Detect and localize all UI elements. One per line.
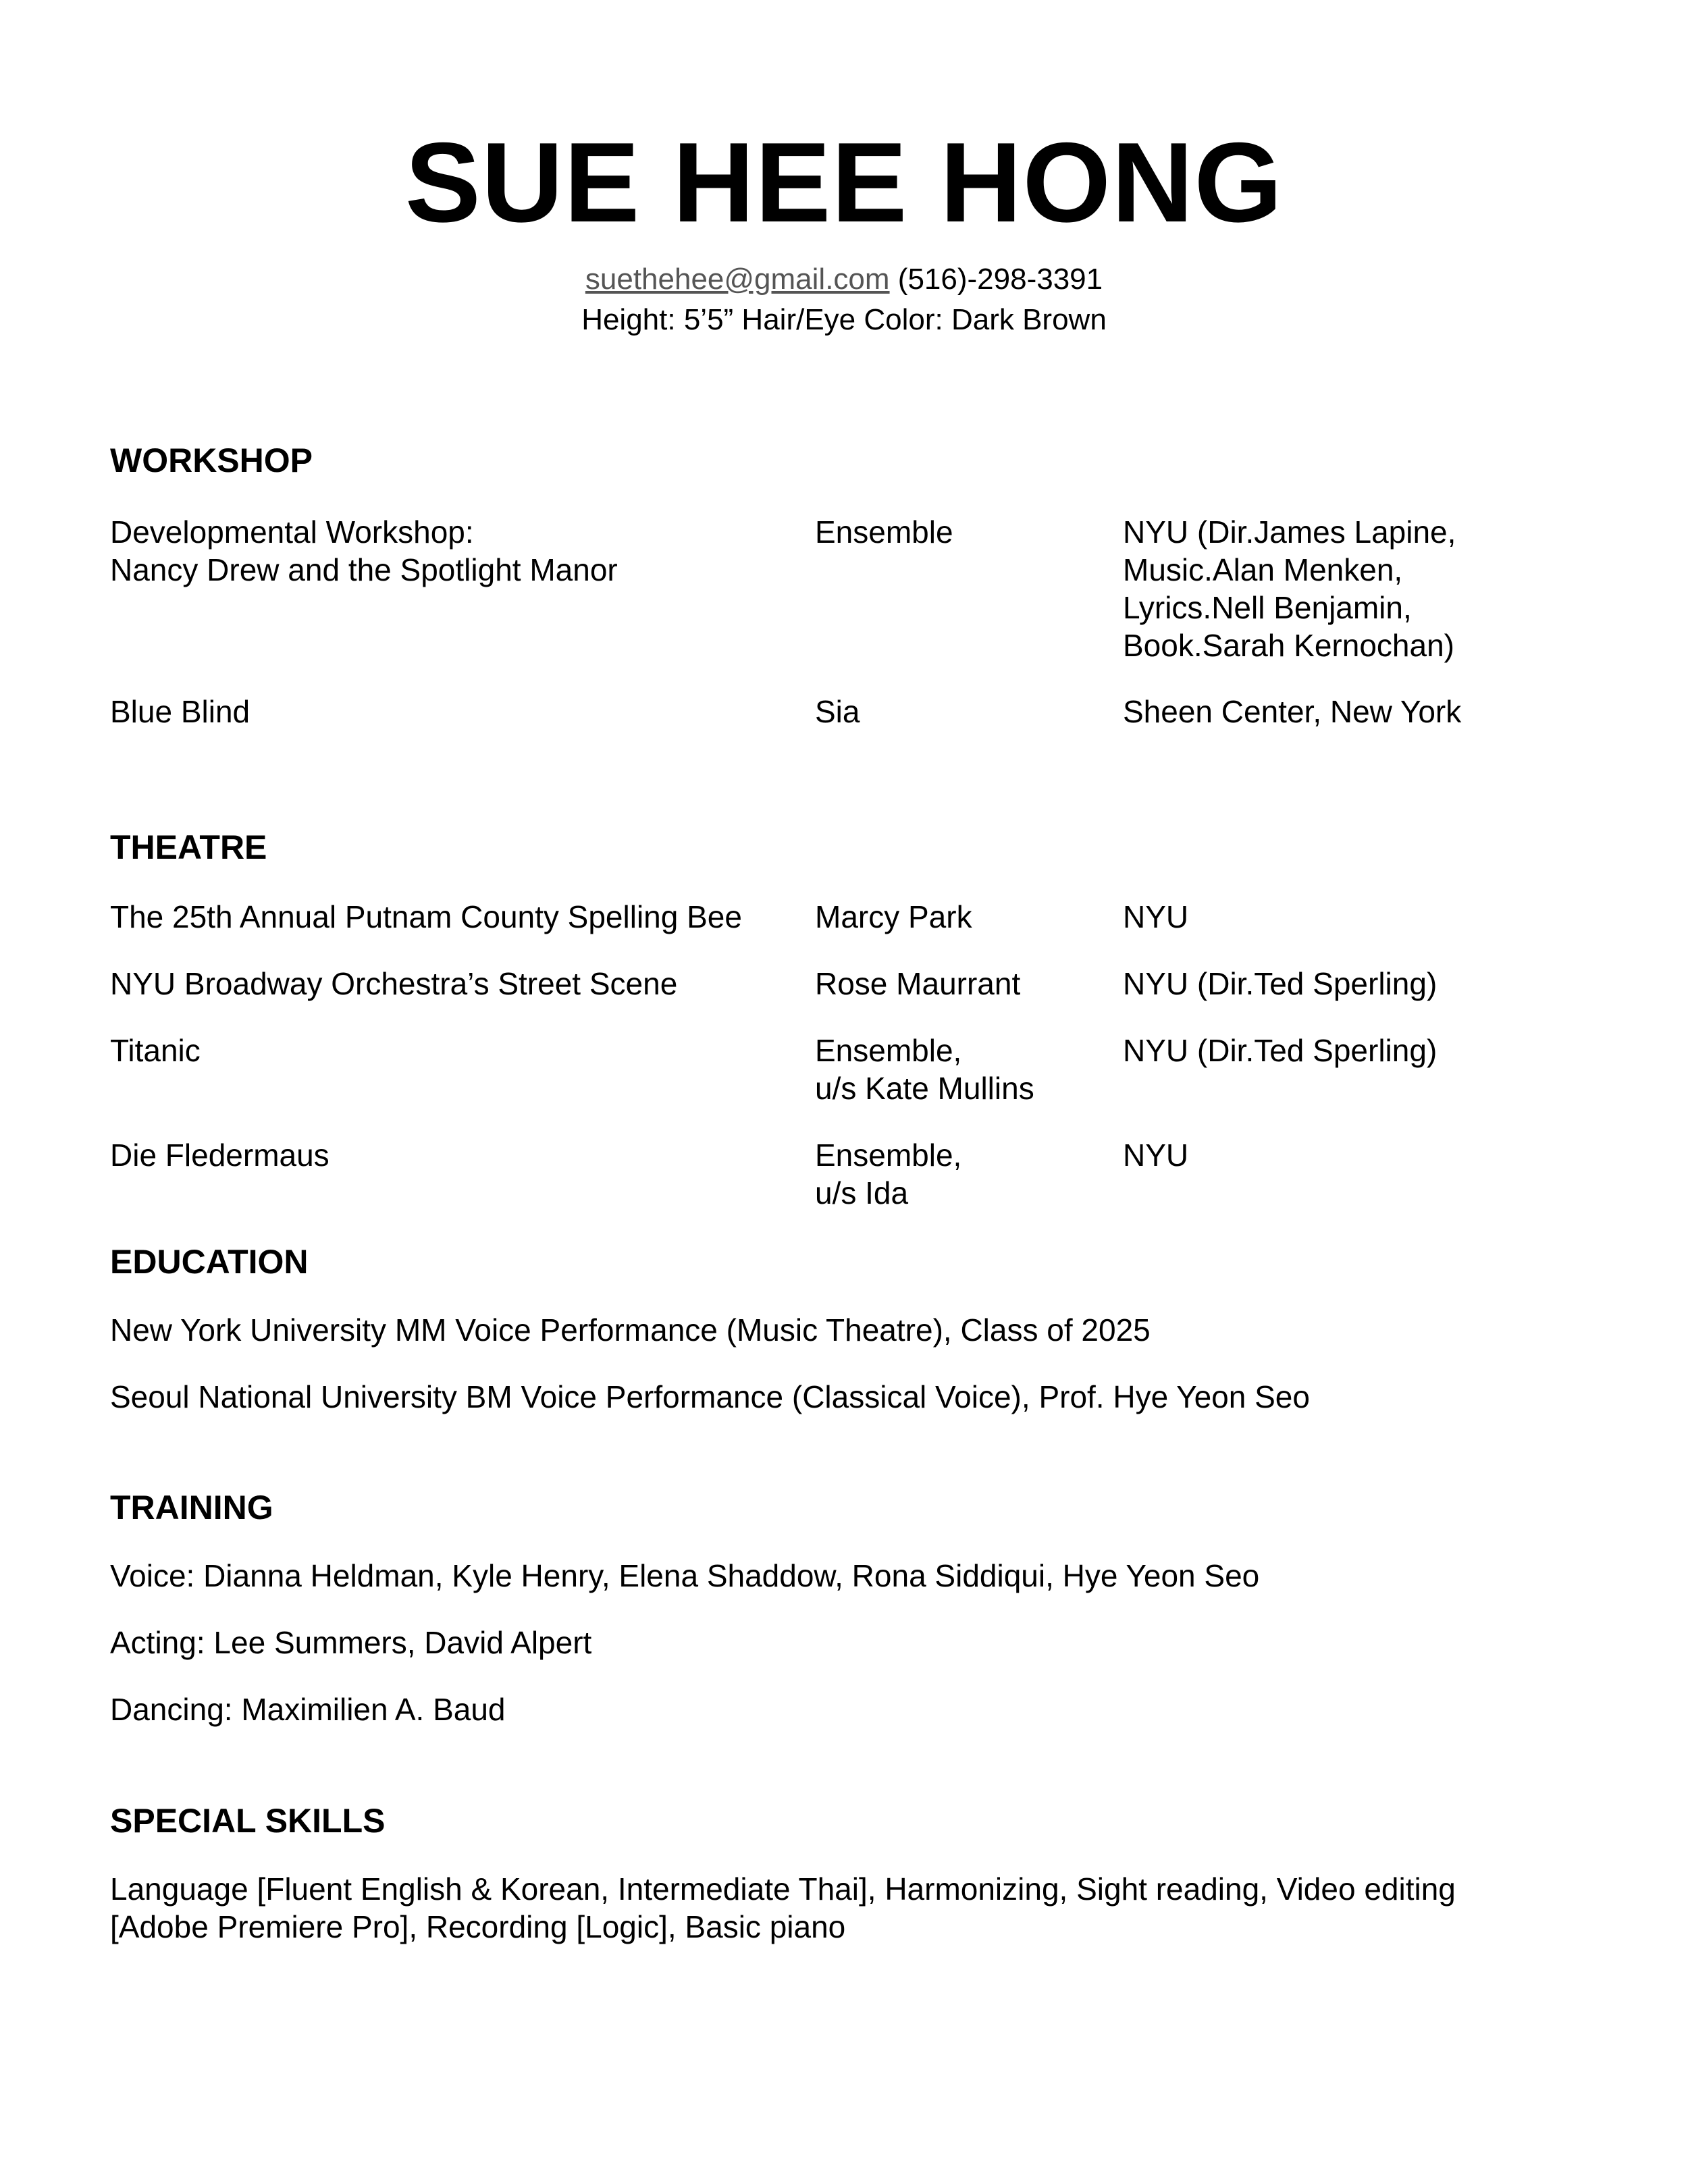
credit-title: NYU Broadway Orchestra’s Street Scene bbox=[110, 966, 678, 1001]
section-heading-training: TRAINING bbox=[110, 1489, 273, 1526]
credit-venue: Sheen Center, New York bbox=[1123, 694, 1462, 729]
credit-venue: Lyrics.Nell Benjamin, bbox=[1123, 590, 1412, 625]
credit-role: Marcy Park bbox=[815, 899, 972, 934]
training-item: Acting: Lee Summers, David Alpert bbox=[110, 1625, 592, 1660]
credit-title: Blue Blind bbox=[110, 694, 250, 729]
credit-venue: NYU (Dir.Ted Sperling) bbox=[1123, 1033, 1438, 1068]
credit-role: Rose Maurrant bbox=[815, 966, 1021, 1001]
credit-title: The 25th Annual Putnam County Spelling Bee bbox=[110, 899, 742, 934]
credit-title: Titanic bbox=[110, 1033, 201, 1068]
credit-role: Ensemble bbox=[815, 514, 953, 550]
section-heading-workshop: WORKSHOP bbox=[110, 442, 313, 479]
credit-title: Nancy Drew and the Spotlight Manor bbox=[110, 552, 618, 587]
credit-role: Ensemble, bbox=[815, 1138, 962, 1173]
section-heading-theatre: THEATRE bbox=[110, 828, 267, 866]
credit-title: Developmental Workshop: bbox=[110, 514, 474, 550]
special-skills-line: Language [Fluent English & Korean, Intermediate Thai], Harmonizing, Sight reading, Video editing bbox=[110, 1871, 1456, 1907]
email-link[interactable]: suethehee@gmail.com bbox=[585, 263, 890, 296]
credit-role: u/s Ida bbox=[815, 1175, 909, 1210]
phone-number: (516)-298-3391 bbox=[897, 263, 1103, 296]
credit-role: u/s Kate Mullins bbox=[815, 1071, 1034, 1106]
resume-name: SUE HEE HONG bbox=[404, 119, 1284, 246]
section-heading-special-skills: SPECIAL SKILLS bbox=[110, 1802, 386, 1840]
credit-venue: NYU (Dir.James Lapine, bbox=[1123, 514, 1456, 550]
education-item: New York University MM Voice Performance (Music Theatre), Class of 2025 bbox=[110, 1312, 1151, 1348]
credit-role: Sia bbox=[815, 694, 860, 729]
credit-venue: NYU bbox=[1123, 1138, 1189, 1173]
section-heading-education: EDUCATION bbox=[110, 1243, 309, 1281]
education-item: Seoul National University BM Voice Performance (Classical Voice), Prof. Hye Yeon Seo bbox=[110, 1379, 1310, 1414]
credit-title: Die Fledermaus bbox=[110, 1138, 329, 1173]
credit-venue: Book.Sarah Kernochan) bbox=[1123, 628, 1454, 663]
training-item: Dancing: Maximilien A. Baud bbox=[110, 1692, 506, 1727]
training-item: Voice: Dianna Heldman, Kyle Henry, Elena Shaddow, Rona Siddiqui, Hye Yeon Seo bbox=[110, 1558, 1260, 1593]
credit-venue: NYU (Dir.Ted Sperling) bbox=[1123, 966, 1438, 1001]
physical-details: Height: 5’5” Hair/Eye Color: Dark Brown bbox=[581, 303, 1107, 336]
credit-venue: NYU bbox=[1123, 899, 1189, 934]
credit-venue: Music.Alan Menken, bbox=[1123, 552, 1403, 587]
credit-role: Ensemble, bbox=[815, 1033, 962, 1068]
special-skills-line: [Adobe Premiere Pro], Recording [Logic], Basic piano bbox=[110, 1909, 846, 1944]
contact-line bbox=[0, 261, 1688, 298]
